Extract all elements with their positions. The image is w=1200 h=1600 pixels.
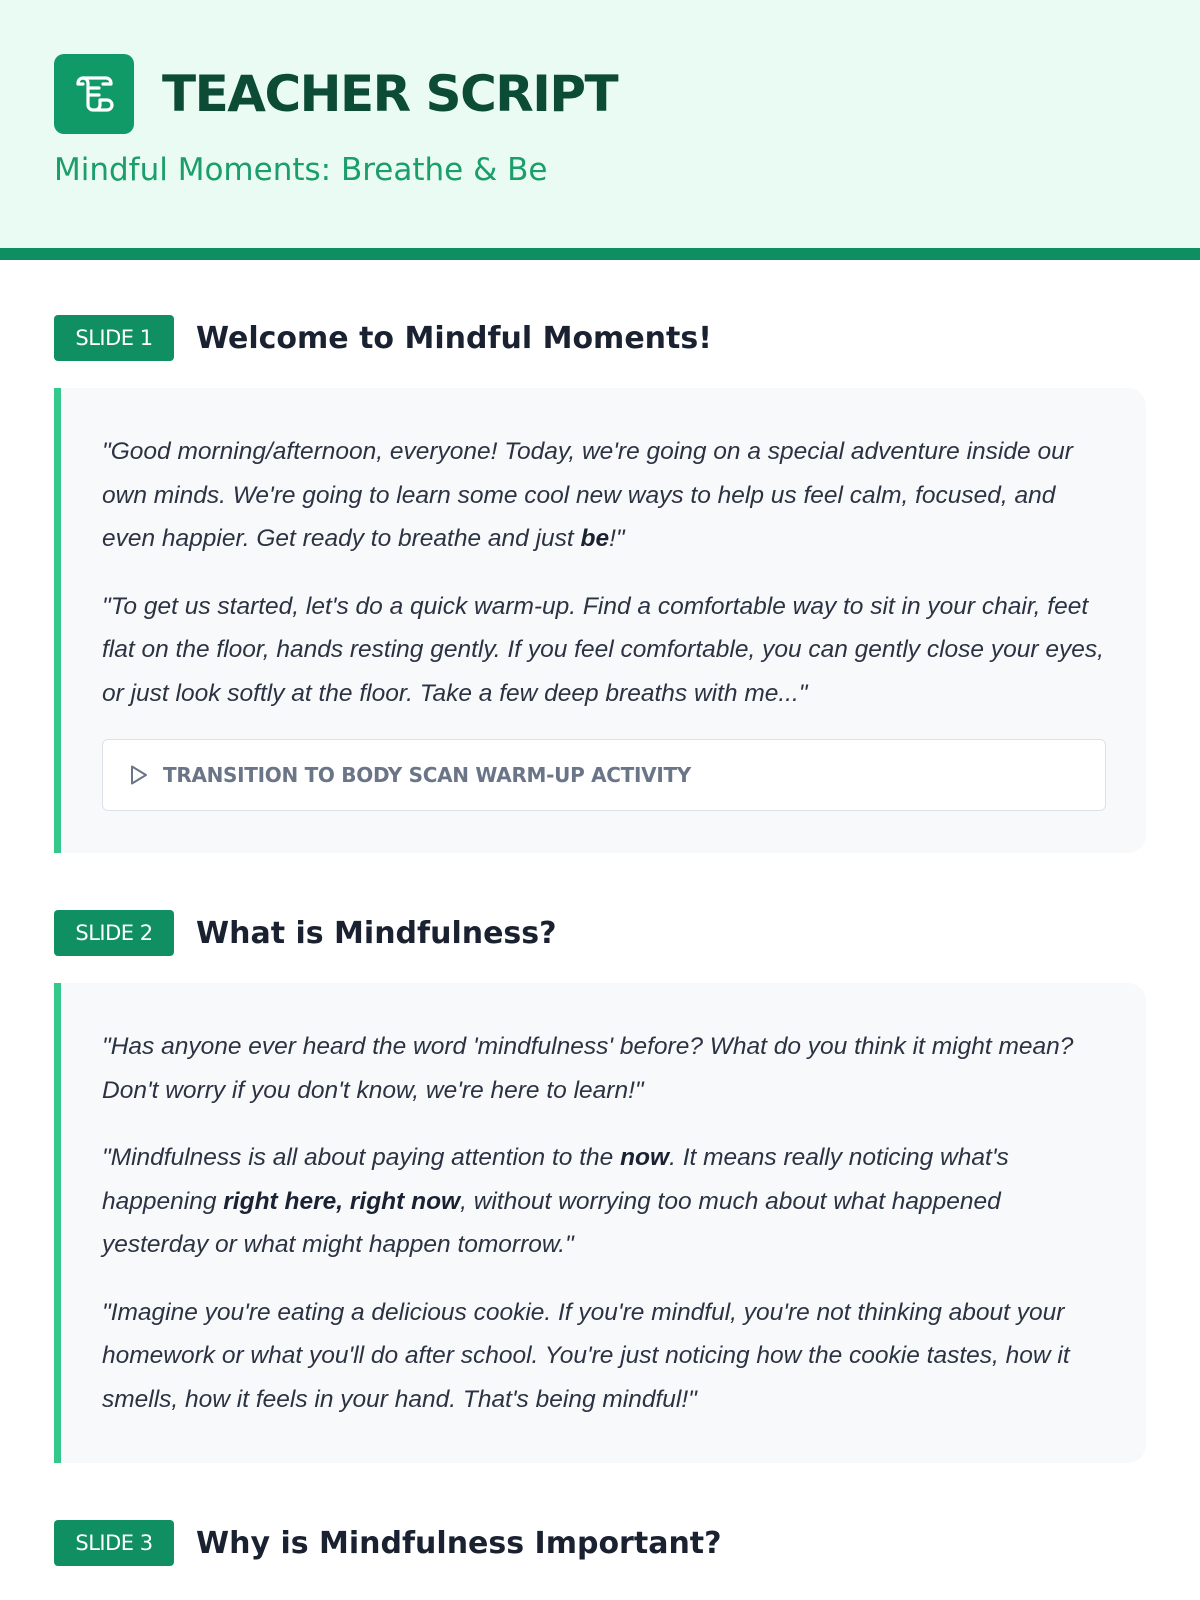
script-content (0, 260, 1200, 1567)
slide-badge: SLIDE 2 (54, 910, 174, 956)
slide-header (54, 1519, 1146, 1567)
emphasis-text: right here, right now (223, 1187, 461, 1215)
slide-section-2 (54, 909, 1146, 1463)
slide-title: What is Mindfulness? (196, 915, 557, 951)
page-header (0, 0, 1200, 260)
script-paragraph (102, 1136, 1106, 1267)
slide-title: Why is Mindfulness Important? (196, 1525, 722, 1561)
script-paragraph (102, 1025, 1106, 1112)
transition-label: TRANSITION TO BODY SCAN WARM-UP ACTIVITY (163, 763, 691, 787)
script-text: "Imagine you're eating a delicious cookie. If you're mindful, you're not thinking about your homework or what you'll do after school. You're just noticing how the cookie tastes, how it smells, how it feels in your hand. That's being mindful!" (102, 1298, 1070, 1413)
scroll-icon (54, 54, 134, 134)
script-paragraph (102, 585, 1106, 716)
slide-badge: SLIDE 3 (54, 1520, 174, 1566)
slide-header (54, 909, 1146, 957)
page-subtitle: Mindful Moments: Breathe & Be (54, 152, 548, 188)
slide-title: Welcome to Mindful Moments! (196, 320, 712, 356)
transition-cue (102, 739, 1106, 811)
script-text: "Has anyone ever heard the word 'mindfulness' before? What do you think it might mean? Don't worry if you don't know, we're here to learn!" (102, 1033, 1074, 1104)
slide-section-1 (54, 314, 1146, 853)
script-card (54, 388, 1146, 853)
slide-badge: SLIDE 1 (54, 315, 174, 361)
script-text: !" (609, 525, 625, 552)
slide-section-3 (54, 1519, 1146, 1567)
script-card (54, 983, 1146, 1463)
script-text: "Mindfulness is all about paying attention to the (102, 1144, 621, 1171)
script-text: "To get us started, let's do a quick warm-up. Find a comfortable way to sit in your chair, feet flat on the floor, hands resting gently. If you feel comfortable, you can gently close your eyes, or just look softly at the floor. Take a few deep breaths with me..." (102, 592, 1104, 707)
play-icon (125, 762, 151, 788)
header-title-row (54, 54, 617, 134)
script-paragraph (102, 430, 1106, 561)
script-text: , without worrying too much about what happened yesterday or what might happen tomorrow." (102, 1187, 1001, 1258)
emphasis-text: now (620, 1144, 670, 1171)
script-text: "Good morning/afternoon, everyone! Today, we're going on a special adventure inside our own minds. We're going to learn some cool new ways to help us feel calm, focused, and even happier. Get ready to breathe and just (102, 438, 1073, 552)
emphasis-text: be (580, 525, 610, 552)
page-title: TEACHER SCRIPT (162, 65, 618, 123)
script-text: . It means really noticing what's happening (102, 1144, 1009, 1215)
slide-header (54, 314, 1146, 362)
script-paragraph (102, 1291, 1106, 1422)
